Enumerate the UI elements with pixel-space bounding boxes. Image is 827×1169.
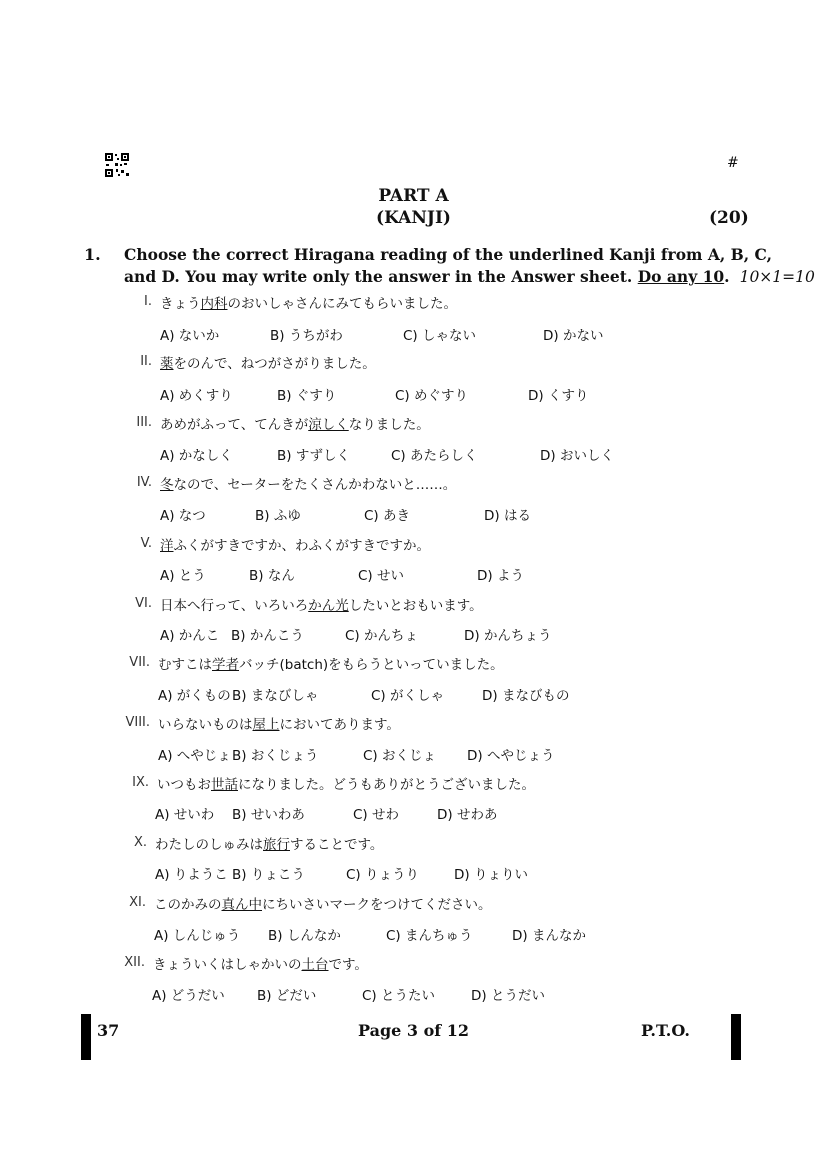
option-c: C) がくしゃ bbox=[371, 688, 444, 704]
sentence-pre: きょういくはしゃかいの bbox=[153, 957, 302, 973]
item-sentence bbox=[160, 352, 376, 372]
underlined-kanji: 学者 bbox=[212, 657, 239, 673]
item-sentence bbox=[153, 953, 368, 973]
item-sentence bbox=[158, 713, 400, 733]
item-roman-numeral: V. bbox=[140, 536, 152, 551]
option-d: D) へやじょう bbox=[467, 748, 555, 764]
option-a: A) りようこ bbox=[155, 867, 228, 883]
option-d: D) せわあ bbox=[437, 807, 498, 823]
item-sentence bbox=[158, 653, 504, 673]
underlined-kanji: 涼しく bbox=[308, 417, 349, 433]
option-c: C) めぐすり bbox=[395, 388, 468, 404]
option-a: A) どうだい bbox=[152, 988, 225, 1004]
instruction-line-2-text: and D. You may write only the answer in the Answer sheet. bbox=[124, 267, 638, 286]
question-instruction bbox=[124, 244, 815, 288]
option-b: B) なん bbox=[249, 568, 295, 584]
item-sentence bbox=[160, 292, 457, 312]
option-d: D) かんちょう bbox=[464, 628, 552, 644]
marks-formula: 10×1=10 bbox=[739, 268, 815, 286]
option-d: D) まんなか bbox=[512, 928, 586, 944]
option-a: A) しんじゅう bbox=[154, 928, 241, 944]
underlined-kanji: 冬 bbox=[160, 477, 174, 493]
item-roman-numeral: XI. bbox=[129, 895, 146, 910]
option-a: A) せいわ bbox=[155, 807, 215, 823]
item-roman-numeral: IX. bbox=[132, 775, 149, 790]
footer-page-number: Page 3 of 12 bbox=[358, 1021, 469, 1040]
sentence-pre: いらないものは bbox=[158, 717, 253, 733]
item-roman-numeral: XII. bbox=[124, 955, 145, 970]
item-roman-numeral: II. bbox=[140, 354, 152, 369]
option-a: A) めくすり bbox=[160, 388, 233, 404]
option-b: B) りょこう bbox=[232, 867, 305, 883]
option-c: C) せわ bbox=[353, 807, 399, 823]
sentence-post: バッチ(batch)をもらうといっていました。 bbox=[239, 657, 504, 673]
underlined-kanji: 薬 bbox=[160, 356, 174, 372]
option-a: A) かなしく bbox=[160, 448, 233, 464]
page-hash-mark: # bbox=[727, 155, 739, 171]
option-c: C) あたらしく bbox=[391, 448, 478, 464]
underlined-kanji: 内科 bbox=[200, 296, 228, 312]
option-c: C) まんちゅう bbox=[386, 928, 473, 944]
option-a: A) とう bbox=[160, 568, 206, 584]
option-b: B) うちがわ bbox=[270, 328, 343, 344]
instruction-line-1: Choose the correct Hiragana reading of the underlined Kanji from A, B, C, bbox=[124, 245, 773, 264]
sentence-pre: きょう bbox=[160, 296, 201, 312]
sentence-pre: わたしのしゅみは bbox=[155, 837, 263, 853]
option-b: B) おくじょう bbox=[232, 748, 319, 764]
sentence-pre: いつもお bbox=[157, 777, 211, 793]
underlined-kanji: 真ん中 bbox=[221, 897, 262, 913]
sentence-pre: 日本へ行って、いろいろ bbox=[160, 598, 309, 614]
sentence-pre: むすこは bbox=[158, 657, 212, 673]
option-c: C) しゃない bbox=[403, 328, 476, 344]
sentence-post: することです。 bbox=[290, 837, 384, 853]
option-a: A) がくもの bbox=[158, 688, 231, 704]
underlined-kanji: 洋 bbox=[160, 538, 174, 554]
item-roman-numeral: III. bbox=[136, 415, 152, 430]
sentence-post: なので、セーターをたくさんかわないと……。 bbox=[173, 477, 457, 493]
item-roman-numeral: X. bbox=[133, 835, 147, 850]
sentence-post: なりました。 bbox=[348, 417, 430, 433]
underlined-kanji: かん光 bbox=[308, 598, 349, 614]
footer-bar-right bbox=[731, 1014, 741, 1060]
option-b: B) まなびしゃ bbox=[232, 688, 319, 704]
sentence-post: したいとおもいます。 bbox=[348, 598, 483, 614]
option-c: C) おくじょ bbox=[363, 748, 436, 764]
item-roman-numeral: VIII. bbox=[125, 715, 150, 730]
sentence-post: ふくがすきですか、わふくがすきですか。 bbox=[173, 538, 430, 554]
option-a: A) かんこ bbox=[160, 628, 220, 644]
sentence-post: です。 bbox=[328, 957, 368, 973]
item-roman-numeral: VII. bbox=[129, 655, 150, 670]
option-d: D) とうだい bbox=[471, 988, 545, 1004]
option-d: D) くすり bbox=[528, 388, 589, 404]
option-c: C) とうたい bbox=[362, 988, 435, 1004]
item-sentence bbox=[154, 893, 492, 913]
option-c: C) せい bbox=[358, 568, 404, 584]
item-sentence bbox=[155, 833, 383, 853]
item-roman-numeral: IV. bbox=[136, 475, 152, 490]
part-marks: (20) bbox=[709, 208, 749, 228]
sentence-pre: あめがふって、てんきが bbox=[160, 417, 309, 433]
option-d: D) よう bbox=[477, 568, 524, 584]
option-a: A) なつ bbox=[160, 508, 206, 524]
option-c: C) あき bbox=[364, 508, 410, 524]
option-b: B) しんなか bbox=[268, 928, 341, 944]
option-b: B) ふゆ bbox=[255, 508, 301, 524]
qr-code-icon bbox=[104, 152, 130, 178]
option-b: B) どだい bbox=[257, 988, 317, 1004]
option-c: C) かんちょ bbox=[345, 628, 418, 644]
instruction-line-2 bbox=[124, 266, 815, 288]
item-roman-numeral: VI. bbox=[135, 596, 152, 611]
option-d: D) はる bbox=[484, 508, 531, 524]
underlined-kanji: 旅行 bbox=[263, 837, 290, 853]
option-a: A) へやじょ bbox=[158, 748, 231, 764]
item-sentence bbox=[160, 473, 456, 493]
part-subtitle: (KANJI) bbox=[376, 208, 451, 228]
option-d: D) まなびもの bbox=[482, 688, 570, 704]
sentence-post: のおいしゃさんにみてもらいました。 bbox=[227, 296, 457, 312]
item-sentence bbox=[160, 594, 483, 614]
option-a: A) ないか bbox=[160, 328, 220, 344]
item-sentence bbox=[160, 534, 430, 554]
sentence-post: にちいさいマークをつけてください。 bbox=[262, 897, 492, 913]
sentence-post: においてあります。 bbox=[279, 717, 400, 733]
underlined-kanji: 土台 bbox=[301, 957, 329, 973]
instruction-period: . bbox=[724, 267, 730, 286]
footer-code: 37 bbox=[97, 1021, 120, 1040]
underlined-kanji: 世話 bbox=[211, 777, 238, 793]
footer-pto: P.T.O. bbox=[641, 1021, 690, 1040]
option-c: C) りょうり bbox=[346, 867, 419, 883]
part-title: PART A bbox=[378, 186, 449, 206]
option-d: D) りょりい bbox=[454, 867, 528, 883]
option-b: B) すずしく bbox=[277, 448, 350, 464]
item-sentence bbox=[157, 773, 535, 793]
sentence-post: をのんで、ねつがさがりました。 bbox=[173, 356, 376, 372]
question-number: 1. bbox=[84, 245, 101, 264]
option-b: B) かんこう bbox=[231, 628, 304, 644]
underlined-kanji: 屋上 bbox=[252, 717, 280, 733]
item-roman-numeral: I. bbox=[144, 294, 152, 309]
sentence-pre: このかみの bbox=[154, 897, 222, 913]
sentence-post: になりました。どうもありがとうございました。 bbox=[238, 777, 535, 793]
option-b: B) せいわあ bbox=[232, 807, 305, 823]
instruction-underlined: Do any 10 bbox=[637, 267, 725, 286]
option-d: D) かない bbox=[543, 328, 604, 344]
option-b: B) ぐすり bbox=[277, 388, 337, 404]
option-d: D) おいしく bbox=[540, 448, 614, 464]
item-sentence bbox=[160, 413, 430, 433]
